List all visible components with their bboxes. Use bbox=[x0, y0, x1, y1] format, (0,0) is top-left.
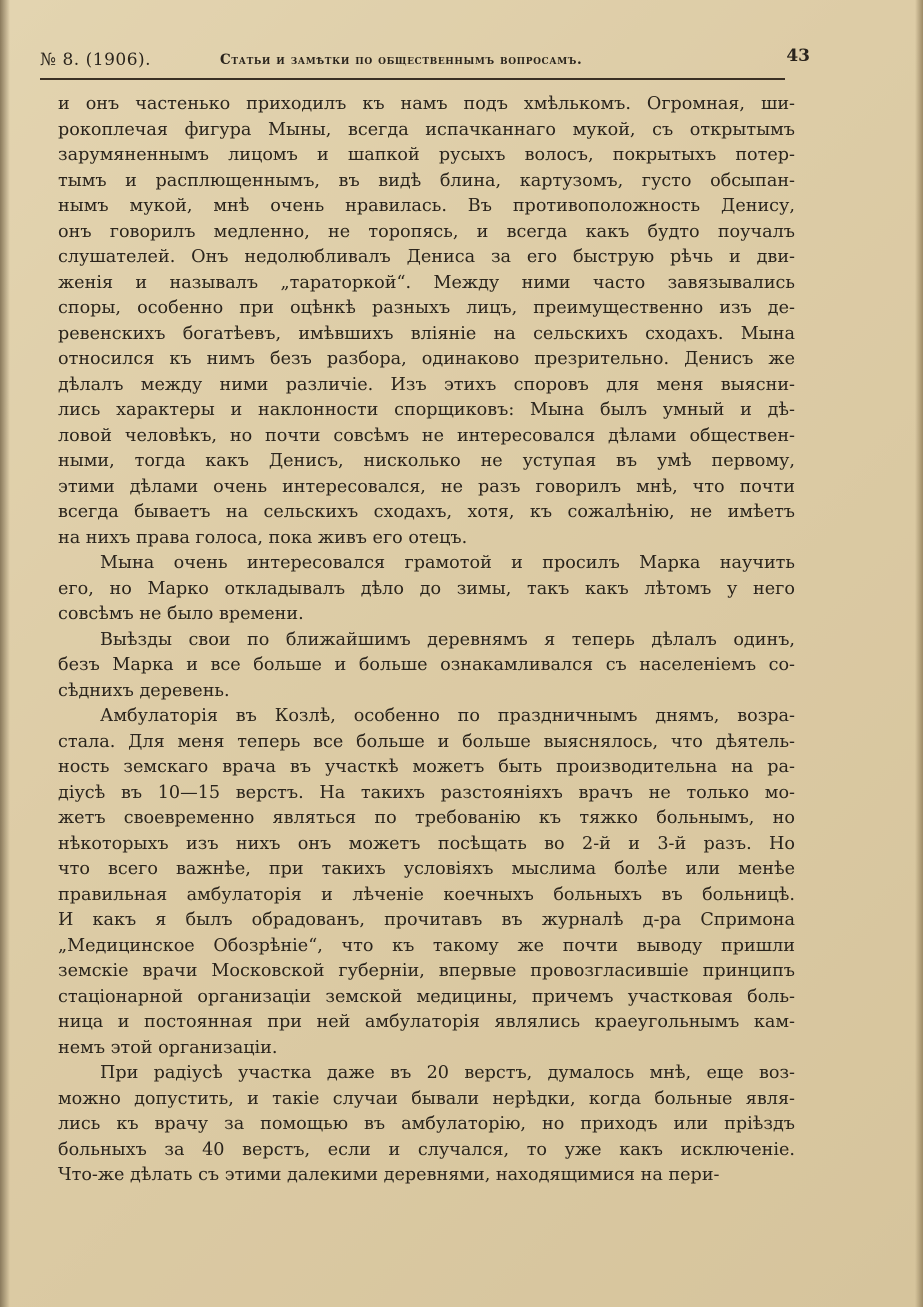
text-line: нѣкоторыхъ изъ нихъ онъ можетъ посѣщать во 2-й и 3-й разъ. Но bbox=[58, 833, 795, 854]
page-number: 43 bbox=[786, 46, 810, 66]
paragraph bbox=[58, 1061, 795, 1189]
text-line: относился къ нимъ безъ разбора, одинаково презрительно. Денисъ же bbox=[58, 349, 795, 369]
text-line: Мына очень интересовался грамотой и просилъ Марка научить bbox=[100, 553, 795, 573]
text-line: этими дѣлами очень интересовался, не разъ говорилъ мнѣ, что почти bbox=[58, 476, 795, 497]
text-line: ными, тогда какъ Денисъ, нисколько не уступая въ умѣ первому, bbox=[58, 451, 795, 471]
text-line: стала. Для меня теперь все больше и больше выяснялось, что дѣятель- bbox=[58, 731, 795, 752]
section-title: Статьи и замѣтки по общественнымъ вопросамъ. bbox=[220, 52, 583, 68]
paragraph bbox=[58, 551, 795, 628]
text-line: больныхъ за 40 верстъ, если и случался, то уже какъ исключеніе. bbox=[58, 1139, 795, 1160]
text-line: земскіе врачи Московской губерніи, впервые провозгласившіе принципъ bbox=[58, 961, 795, 981]
text-line: зарумяненнымъ лицомъ и шапкой русыхъ волосъ, покрытыхъ потер- bbox=[58, 145, 795, 165]
text-line: споры, особенно при оцѣнкѣ разныхъ лицъ, преимущественно изъ де- bbox=[58, 298, 795, 318]
text-line: ность земскаго врача въ участкѣ можетъ быть производительна на ра- bbox=[58, 757, 795, 777]
text-line: онъ говорилъ медленно, не торопясь, и всегда какъ будто поучалъ bbox=[58, 221, 795, 242]
text-line: лись характеры и наклонности спорщиковъ: Мына былъ умный и дѣ- bbox=[58, 400, 795, 420]
text-line: всегда бываетъ на сельскихъ сходахъ, хотя, къ сожалѣнію, не имѣетъ bbox=[58, 502, 795, 522]
text-line: женія и называлъ „тараторкой“. Между ними часто завязывались bbox=[58, 272, 795, 293]
paragraph bbox=[58, 92, 795, 551]
paragraph bbox=[58, 704, 795, 1061]
text-line: жетъ своевременно являться по требованію къ тяжко больнымъ, но bbox=[58, 808, 795, 828]
text-line: лись къ врачу за помощью въ амбулаторію, но приходъ или пріѣздъ bbox=[58, 1114, 795, 1134]
text-line: нымъ мукой, мнѣ очень нравилась. Въ противоположность Денису, bbox=[58, 196, 795, 216]
text-line: слушателей. Онъ недолюбливалъ Дениса за его быструю рѣчь и дви- bbox=[58, 247, 795, 267]
text-line: ловой человѣкъ, но почти совсѣмъ не интересовался дѣлами обществен- bbox=[58, 425, 795, 446]
running-head bbox=[40, 44, 810, 80]
text-line: ревенскихъ богатѣевъ, имѣвшихъ вліяніе на сельскихъ сходахъ. Мына bbox=[58, 323, 795, 344]
text-line: правильная амбулаторія и лѣченіе коечныхъ больныхъ въ больницѣ. bbox=[58, 884, 795, 905]
page-edge-shadow-left bbox=[0, 0, 10, 1307]
text-line: на нихъ права голоса, пока живъ его отецъ. bbox=[58, 527, 468, 548]
text-line: сѣднихъ деревень. bbox=[58, 680, 230, 701]
text-line: его, но Марко откладывалъ дѣло до зимы, такъ какъ лѣтомъ у него bbox=[58, 578, 795, 599]
page-edge-shadow-right bbox=[915, 0, 923, 1307]
text-line: совсѣмъ не было времени. bbox=[58, 604, 304, 624]
text-line: Выѣзды свои по ближайшимъ деревнямъ я теперь дѣлалъ одинъ, bbox=[100, 629, 795, 650]
text-line: рокоплечая фигура Мыны, всегда испачканнаго мукой, съ открытымъ bbox=[58, 119, 795, 140]
text-line: тымъ и расплющеннымъ, въ видѣ блина, картузомъ, густо обсыпан- bbox=[58, 170, 795, 191]
text-line: можно допустить, и такіе случаи бывали нерѣдки, когда больные явля- bbox=[58, 1088, 795, 1109]
text-line: Амбулаторія въ Козлѣ, особенно по праздничнымъ днямъ, возра- bbox=[100, 706, 795, 726]
text-line: стаціонарной организаціи земской медицины, причемъ участковая боль- bbox=[58, 986, 795, 1007]
article-body bbox=[58, 92, 795, 1189]
text-line: Что-же дѣлать съ этими далекими деревнями, находящимися на пери- bbox=[58, 1165, 720, 1185]
text-line: и онъ частенько приходилъ къ намъ подъ хмѣлькомъ. Огромная, ши- bbox=[58, 94, 795, 114]
text-line: діусѣ въ 10—15 верстъ. На такихъ разстояніяхъ врачъ не только мо- bbox=[58, 782, 795, 803]
text-line: И какъ я былъ обрадованъ, прочитавъ въ журналѣ д-ра Спримона bbox=[58, 910, 795, 930]
text-line: безъ Марка и все больше и больше ознакамливался съ населеніемъ со- bbox=[58, 655, 795, 675]
issue-number: № 8. (1906). bbox=[40, 50, 152, 70]
text-line: дѣлалъ между ними различіе. Изъ этихъ споровъ для меня выясни- bbox=[58, 374, 795, 395]
text-line: немъ этой организаціи. bbox=[58, 1037, 278, 1058]
header-rule bbox=[40, 78, 785, 80]
text-line: „Медицинское Обозрѣніе“, что къ такому же почти выводу пришли bbox=[58, 935, 795, 956]
text-line: что всего важнѣе, при такихъ условіяхъ мыслима болѣе или менѣе bbox=[58, 859, 795, 879]
text-line: При радіусѣ участка даже въ 20 верстъ, думалось мнѣ, еще воз- bbox=[100, 1063, 795, 1083]
paragraph bbox=[58, 628, 795, 705]
text-line: ница и постоянная при ней амбулаторія являлись краеугольнымъ кам- bbox=[58, 1012, 795, 1032]
